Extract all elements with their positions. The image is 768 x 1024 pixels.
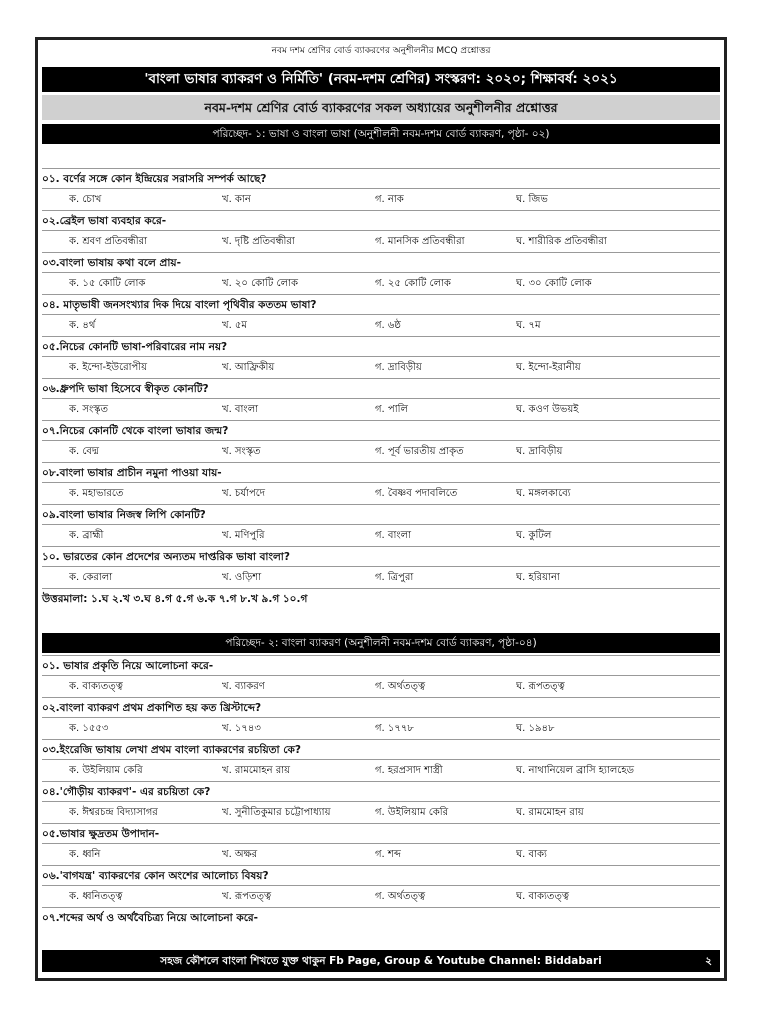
options-row — [42, 356, 720, 379]
option-d: ঘ. কওণ উভয়ই — [516, 404, 579, 415]
option-a: ক. ৪র্থ — [69, 320, 96, 331]
question: ০৬.'বাগযন্ত্র' ব্যাকরণের কোন অংশের আলোচ্য বিষয়? — [42, 865, 720, 886]
footer-bar — [42, 950, 720, 972]
question: ০১. বর্ণের সঙ্গে কোন ইন্দ্রিয়ের সরাসরি সম্পর্ক আছে? — [42, 168, 720, 189]
option-d: ঘ. ১৯৪৮ — [516, 723, 555, 734]
option-c: গ. পালি — [375, 404, 408, 415]
option-a: ক. কেরালা — [69, 572, 113, 583]
options-row — [42, 482, 720, 505]
option-a: ক. বাক্যতত্ত্ব — [69, 681, 123, 692]
option-c: গ. মানসিক প্রতিবন্ধীরা — [375, 236, 465, 247]
question: ০৩.ইংরেজি ভাষায় লেখা প্রথম বাংলা ব্যাকরণের রচয়িতা কে? — [42, 739, 720, 760]
question: ০৪.'গৌড়ীয় ব্যাকরণ'- এর রচয়িতা কে? — [42, 781, 720, 802]
options-row — [42, 566, 720, 589]
option-d: ঘ. শারীরিক প্রতিবন্ধীরা — [516, 236, 607, 247]
options-row — [42, 759, 720, 782]
options-row — [42, 272, 720, 295]
option-a: ক. ধ্বনি — [69, 849, 101, 860]
question: ০৬.ধ্রুপদি ভাষা হিসেবে স্বীকৃত কোনটি? — [42, 378, 720, 399]
question: ০৫.নিচের কোনটি ভাষা-পরিবারের নাম নয়? — [42, 336, 720, 357]
options-row — [42, 885, 720, 908]
page-number: ২ — [705, 955, 712, 967]
answer-key: উত্তরমালা: ১.ঘ ২.খ ৩.ঘ ৪.গ ৫.গ ৬.ক ৭.গ ৮.খ ৯.গ ১০.গ — [42, 588, 720, 609]
option-c: গ. উইলিয়াম কেরি — [375, 807, 449, 818]
option-b: খ. অক্ষর — [222, 849, 258, 860]
option-a: ক. উইলিয়াম কেরি — [69, 765, 143, 776]
option-c: গ. দ্রাবিড়ীয় — [375, 362, 422, 373]
option-a: ক. ইন্দো-ইউরোপীয় — [69, 362, 148, 373]
option-d: ঘ. কুটিল — [516, 530, 552, 541]
option-d: ঘ. হরিয়ানা — [516, 572, 560, 583]
option-a: ক. ব্রাহ্মী — [69, 530, 104, 541]
chapter-heading: পরিচ্ছেদ- ২: বাংলা ব্যাকরণ (অনুশীলনী নবম-দশম বোর্ড ব্যাকরণ, পৃষ্ঠা-০৪) — [42, 633, 720, 653]
question: ০২.ব্রেইল ভাষা ব্যবহার করে- — [42, 210, 720, 231]
option-d: ঘ. দ্রাবিড়ীয় — [516, 446, 563, 457]
footer-text: সহজ কৌশলে বাংলা শিখতে যুক্ত থাকুন Fb Page, Group & Youtube Channel: Biddabari — [160, 955, 602, 967]
question: ১০. ভারতের কোন প্রদেশের অন্যতম দাপ্তরিক ভাষা বাংলা? — [42, 546, 720, 567]
option-b: খ. চর্যাপদে — [222, 488, 266, 499]
options-row — [42, 524, 720, 547]
option-d: ঘ. ইন্দো-ইরানীয় — [516, 362, 581, 373]
document-subtitle: নবম-দশম শ্রেণির বোর্ড ব্যাকরণের সকল অধ্যায়ের অনুশীলনীর প্রশ্নোত্তর — [42, 95, 720, 120]
option-d: ঘ. রূপতত্ত্ব — [516, 681, 565, 692]
option-b: খ. কান — [222, 194, 251, 205]
option-a: ক. ১৫ কোটি লোক — [69, 278, 146, 289]
question: ০৮.বাংলা ভাষার প্রাচীন নমুনা পাওয়া যায়- — [42, 462, 720, 483]
option-a: ক. শ্রবণ প্রতিবন্ধীরা — [69, 236, 147, 247]
option-d: ঘ. মঙ্গলকাব্যে — [516, 488, 571, 499]
options-row — [42, 843, 720, 866]
option-d: ঘ. জিভ — [516, 194, 548, 205]
options-row — [42, 188, 720, 211]
option-b: খ. ওড়িশা — [222, 572, 262, 583]
question: ০২.বাংলা ব্যাকরণ প্রথম প্রকাশিত হয় কত খ্রিস্টাব্দে? — [42, 697, 720, 718]
option-c: গ. ১৭৭৮ — [375, 723, 414, 734]
option-b: খ. বাংলা — [222, 404, 259, 415]
option-a: ক. সংস্কৃত — [69, 404, 108, 415]
options-row — [42, 314, 720, 337]
option-c: গ. ত্রিপুরা — [375, 572, 414, 583]
chapter-heading: পরিচ্ছেদ- ১: ভাষা ও বাংলা ভাষা (অনুশীলনী নবম-দশম বোর্ড ব্যাকরণ, পৃষ্ঠা- ০২) — [42, 124, 720, 144]
option-d: ঘ. বাক্যতত্ত্ব — [516, 891, 570, 902]
option-b: খ. আফ্রিকীয় — [222, 362, 275, 373]
option-c: গ. নাক — [375, 194, 404, 205]
option-d: ঘ. রামমোহন রায় — [516, 807, 584, 818]
option-c: গ. ৬ষ্ঠ — [375, 320, 401, 331]
options-row — [42, 717, 720, 740]
document-title: 'বাংলা ভাষার ব্যাকরণ ও নির্মিতি' (নবম-দশম শ্রেণির) সংস্করণ: ২০২০; শিক্ষাবর্ষ: ২০২১ — [42, 67, 720, 92]
option-d: ঘ. বাক্য — [516, 849, 547, 860]
option-b: খ. সুনীতিকুমার চট্টোপাধ্যায় — [222, 807, 331, 818]
option-c: গ. হরপ্রসাদ শাস্ত্রী — [375, 765, 443, 776]
option-b: খ. ২০ কোটি লোক — [222, 278, 298, 289]
option-b: খ. রামমোহন রায় — [222, 765, 291, 776]
option-b: খ. ব্যাকরণ — [222, 681, 265, 692]
option-a: ক. ১৫৫৩ — [69, 723, 109, 734]
option-c: গ. পূর্ব ভারতীয় প্রাকৃত — [375, 446, 464, 457]
question: ০১. ভাষার প্রকৃতি নিয়ে আলোচনা করে- — [42, 655, 720, 676]
option-d: ঘ. নাথানিয়েল ব্রাসি হ্যালহেড — [516, 765, 634, 776]
question: ০৩.বাংলা ভাষায় কথা বলে প্রায়- — [42, 252, 720, 273]
question: ০৭.শব্দের অর্থ ও অর্থবৈচিত্র্য নিয়ে আলোচনা করে- — [42, 907, 720, 928]
page-frame — [35, 37, 727, 981]
option-c: গ. ২৫ কোটি লোক — [375, 278, 451, 289]
options-row — [42, 398, 720, 421]
option-c: গ. অর্থতত্ত্ব — [375, 681, 426, 692]
option-a: ক. ধ্বনিতত্ত্ব — [69, 891, 123, 902]
option-b: খ. ৫ম — [222, 320, 247, 331]
option-c: গ. শব্দ — [375, 849, 401, 860]
options-row — [42, 801, 720, 824]
option-c: গ. বৈষ্ণব পদাবলিতে — [375, 488, 458, 499]
option-c: গ. বাংলা — [375, 530, 412, 541]
question: ০৫.ভাষার ক্ষুদ্রতম উপাদান- — [42, 823, 720, 844]
question: ০৪. মাতৃভাষী জনসংখ্যার দিক দিয়ে বাংলা পৃথিবীর কততম ভাষা? — [42, 294, 720, 315]
options-row — [42, 230, 720, 253]
option-a: ক. ঈশ্বরচন্দ্র বিদ্যাসাগর — [69, 807, 158, 818]
option-d: ঘ. ৩০ কোটি লোক — [516, 278, 592, 289]
option-a: ক. চোখ — [69, 194, 102, 205]
option-c: গ. অর্থতত্ত্ব — [375, 891, 426, 902]
option-d: ঘ. ৭ম — [516, 320, 541, 331]
option-b: খ. ১৭৪৩ — [222, 723, 261, 734]
option-b: খ. সংস্কৃত — [222, 446, 261, 457]
question: ০৭.নিচের কোনটি থেকে বাংলা ভাষার জন্ম? — [42, 420, 720, 441]
option-a: ক. মহাভারতে — [69, 488, 124, 499]
question: ০৯.বাংলা ভাষার নিজস্ব লিপি কোনটি? — [42, 504, 720, 525]
top-caption: নবম দশম শ্রেণির বোর্ড ব্যাকরণের অনুশীলনীর MCQ প্রশ্নোত্তর — [271, 46, 491, 56]
option-b: খ. মণিপুরি — [222, 530, 265, 541]
options-row — [42, 440, 720, 463]
option-a: ক. বেদ্ম — [69, 446, 99, 457]
option-b: খ. রূপতত্ত্ব — [222, 891, 272, 902]
options-row — [42, 675, 720, 698]
option-b: খ. দৃষ্টি প্রতিবন্ধীরা — [222, 236, 295, 247]
